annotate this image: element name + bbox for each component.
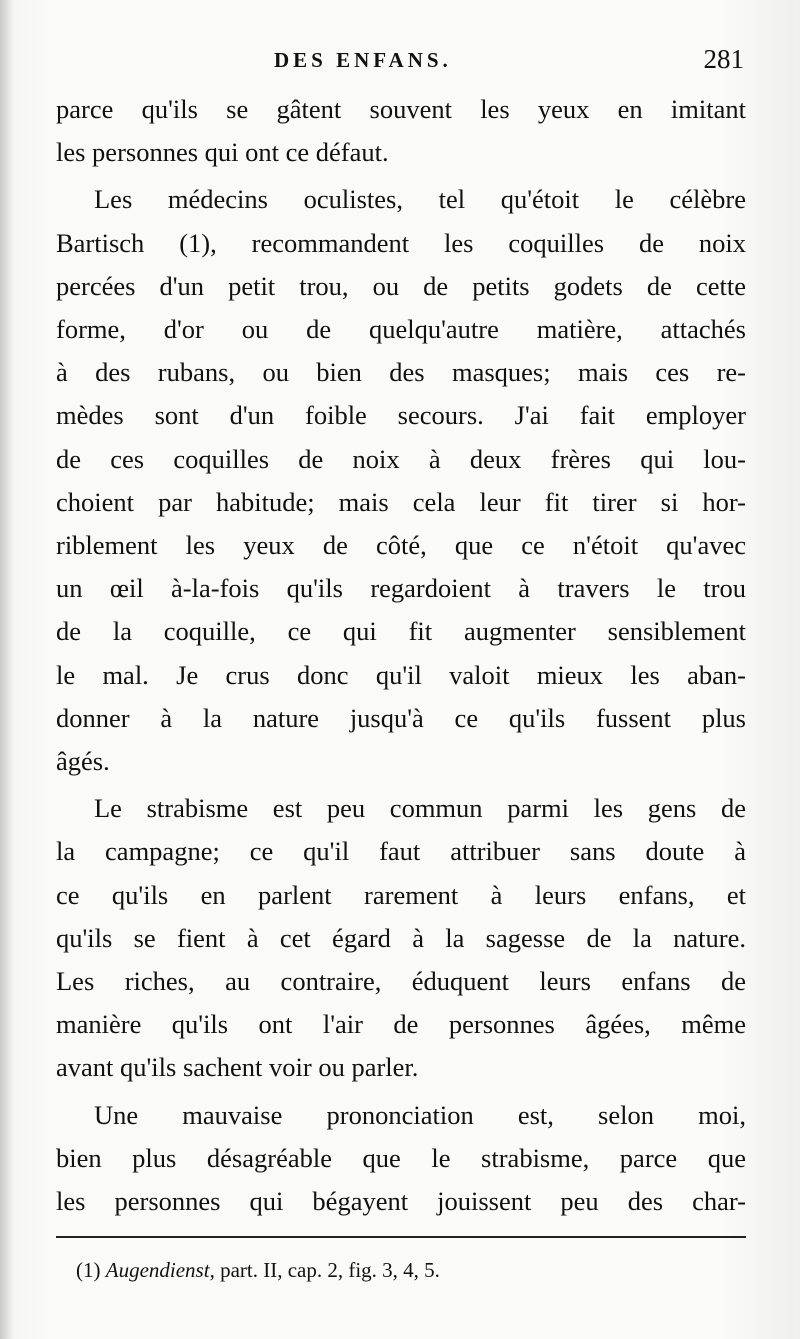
text-line: âgés. bbox=[56, 746, 110, 777]
text-line: Les médecins oculistes, tel qu'étoit le célèbre bbox=[94, 184, 746, 215]
footnote-divider bbox=[56, 1236, 746, 1238]
text-line: avant qu'ils sachent voir ou parler. bbox=[56, 1052, 419, 1083]
text-line: percées d'un petit trou, ou de petits godets de cette bbox=[56, 270, 746, 301]
page-header bbox=[56, 46, 746, 80]
text-line: de ces coquilles de noix à deux frères qui lou- bbox=[56, 443, 746, 474]
text-line: les personnes qui ont ce défaut. bbox=[56, 137, 389, 168]
text-line: forme, d'or ou de quelqu'autre matière, attachés bbox=[56, 314, 746, 345]
body-text bbox=[56, 88, 746, 1223]
footnote-title: Augendienst bbox=[105, 1258, 210, 1282]
paragraph-4 bbox=[56, 1094, 746, 1224]
text-line: ce qu'ils en parlent rarement à leurs enfans, et bbox=[56, 879, 746, 910]
paragraph-1 bbox=[56, 88, 746, 174]
text-line: Le strabisme est peu commun parmi les gens de bbox=[94, 793, 746, 824]
text-line: à des rubans, ou bien des masques; mais ces re- bbox=[56, 357, 746, 388]
text-line: de la coquille, ce qui fit augmenter sensiblement bbox=[56, 616, 746, 647]
text-line: les personnes qui bégayent jouissent peu des char- bbox=[56, 1186, 746, 1217]
page-number: 281 bbox=[703, 44, 744, 74]
running-title: DES ENFANS. bbox=[274, 48, 452, 72]
text-line: bien plus désagréable que le strabisme, parce que bbox=[56, 1142, 746, 1173]
text-line: parce qu'ils se gâtent souvent les yeux en imitant bbox=[56, 94, 746, 124]
text-line: riblement les yeux de côté, que ce n'étoit qu'avec bbox=[56, 530, 746, 561]
text-line: donner à la nature jusqu'à ce qu'ils fussent plus bbox=[56, 702, 746, 733]
text-line: choient par habitude; mais cela leur fit tirer si hor- bbox=[56, 486, 746, 517]
text-line: le mal. Je crus donc qu'il valoit mieux les aban- bbox=[56, 659, 746, 690]
footnote-marker: (1) bbox=[76, 1258, 101, 1282]
text-line: manière qu'ils ont l'air de personnes âgées, même bbox=[56, 1009, 746, 1040]
text-line: un œil à-la-fois qu'ils regardoient à travers le trou bbox=[56, 573, 746, 604]
text-line: qu'ils se fient à cet égard à la sagesse de la nature. bbox=[56, 922, 746, 953]
paragraph-2 bbox=[56, 178, 746, 783]
text-line: mèdes sont d'un foible secours. J'ai fait employer bbox=[56, 400, 746, 431]
text-line: Les riches, au contraire, éduquent leurs enfans de bbox=[56, 966, 746, 997]
footnote-reference: , part. II, cap. 2, fig. 3, 4, 5. bbox=[209, 1258, 440, 1282]
text-line: la campagne; ce qu'il faut attribuer sans doute à bbox=[56, 836, 746, 867]
text-line: Bartisch (1), recommandent les coquilles de noix bbox=[56, 227, 746, 258]
paragraph-3 bbox=[56, 787, 746, 1089]
footnote bbox=[76, 1258, 440, 1283]
text-line: Une mauvaise prononciation est, selon moi, bbox=[94, 1099, 746, 1130]
